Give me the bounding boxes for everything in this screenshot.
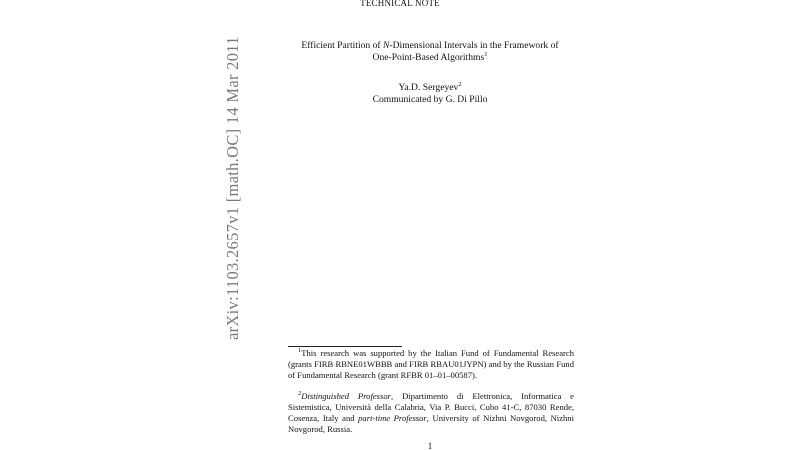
paper-title xyxy=(0,40,800,64)
page-number: 1 xyxy=(427,441,433,450)
title-line-2 xyxy=(0,52,800,64)
author-footnote-mark: 2 xyxy=(458,80,462,88)
footnote-divider xyxy=(288,346,402,347)
arxiv-identifier-stamp: arXiv:1103.2657v1 [math.OC] 14 Mar 2011 xyxy=(223,36,242,340)
footnotes xyxy=(288,348,574,435)
title-line-1-end: -Dimensional Intervals in the Framework of xyxy=(389,40,559,51)
title-line-1 xyxy=(0,40,800,52)
title-variable-n: N xyxy=(383,40,390,51)
title-footnote-mark: 1 xyxy=(484,50,488,58)
footnote-1 xyxy=(288,348,574,381)
title-line-1-start: Efficient Partition of xyxy=(301,40,384,51)
footnote-1-mark: 1 xyxy=(298,347,302,355)
footnote-2-affiliation: , Dipartimento di Elettronica, Informatica e Sistemistica, Università della Calabria, Via P. Bucci, Cubo 41-C, 87030 Rende, Cosenza, Italy and xyxy=(288,391,574,423)
footnote-2-mark: 2 xyxy=(298,390,302,398)
title-line-2-text: One-Point-Based Algorithms xyxy=(372,52,485,63)
section-header: TECHNICAL NOTE xyxy=(360,0,440,8)
footnote-2-second-title: part-time Professor xyxy=(358,413,427,423)
communicated-by: Communicated by G. Di Pillo xyxy=(372,94,488,105)
footnote-2-end: , University of Nizhni Novgorod, Nizhni Novgorod, Russia. xyxy=(288,413,574,434)
author-block xyxy=(0,82,800,106)
author-line xyxy=(0,82,800,94)
author-name: Ya.D. Sergeyev xyxy=(398,82,459,93)
footnote-2-title: Distinguished Professor xyxy=(301,391,392,401)
footnote-1-text: This research was supported by the Italian Fund of Fundamental Research (grants FIRB RBNE01WBBB and FIRB RBAU01JYPN) and by the Russian Fund of Fundamental Research (grant RFBR 01–01–00587). xyxy=(288,348,574,380)
footnote-2 xyxy=(288,391,574,435)
